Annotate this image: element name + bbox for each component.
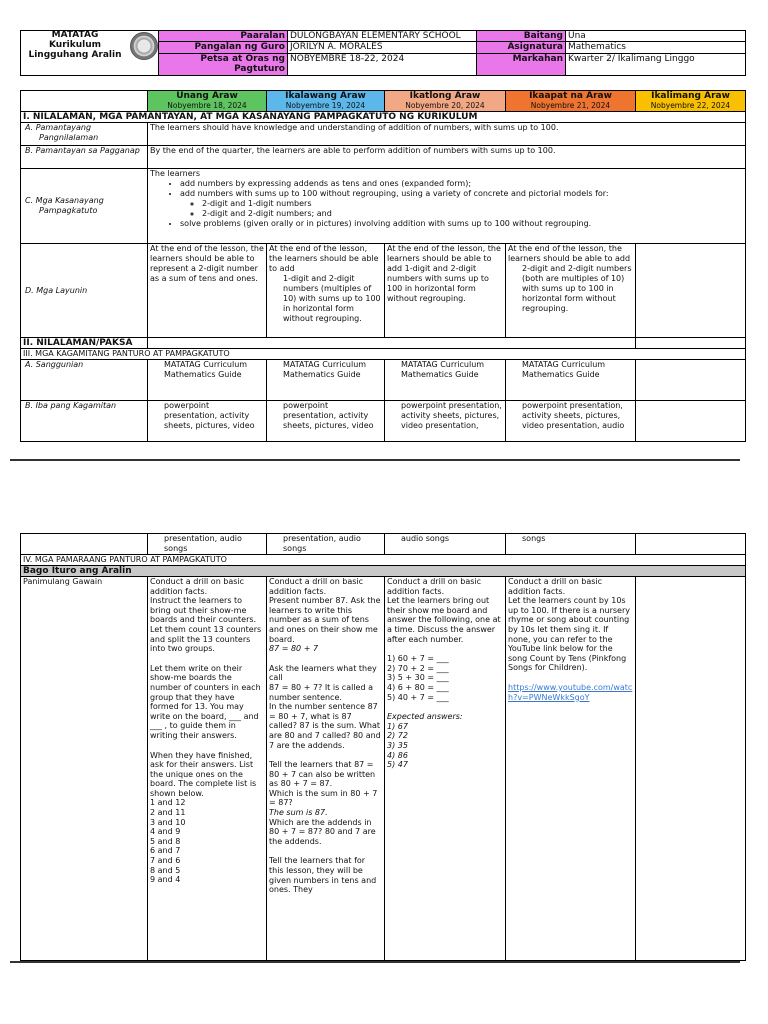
kasanayan-text: The learners • add numbers by expressing addends as tens and ones (expanded form); • add numbers with sums up to 100 without regrouping, using a variety of concrete and pictorial models for: ◦ 2-digit and 1-digit numbers ◦ 2-digit and 2-digit numbers; and • solve problems (given orally or in pictures) involving addition with sums up to 100 without regrouping. (148, 169, 746, 244)
guro-label: Pangalan ng Guro (159, 42, 288, 54)
section-3-heading: III. MGA KAGAMITANG PANTURO AT PAMPAGKATUTO (21, 349, 746, 360)
cont-day5 (636, 534, 746, 555)
paaralan-value: DULONGBAYAN ELEMENTARY SCHOOL (288, 31, 477, 42)
kagamitan-label: B. Iba pang Kagamitan (21, 401, 148, 442)
panimulang-day4: Conduct a drill on basic addition facts. Let the learners count by 10s up to 100. If there is a nursery rhyme or song about counting by 10s let them sing it. If none, you can refer to the YouTube link below for the song Count by Tens (Pinkfong Songs for Children). https://www.youtube.com/watch?v=PWNeWkkSgoY (506, 577, 636, 961)
day-header-5: Ikalimang Araw Nobyembre 22, 2024 (636, 91, 746, 112)
pagganap-label: B. Pamantayan sa Pagganap (21, 146, 148, 169)
baitang-value: Una (566, 31, 746, 42)
pamantayang-label: A. Pamantayang Pangnilalaman (21, 123, 148, 146)
lesson-plan-title: MATATAG Kurikulum Lingguhang Aralin (28, 30, 122, 60)
pagganap-text: By the end of the quarter, the learners are able to perform addition of numbers with sums up to 100. (148, 146, 746, 169)
main-table-page2 (20, 533, 746, 961)
cont-day3: audio songs (385, 534, 506, 555)
layunin-day3: At the end of the lesson, the learners should be able to add 1-digit and 2-digit numbers with sums up to 100 in horizontal form without regrouping. (385, 244, 506, 338)
cont-day1: presentation, audio songs (148, 534, 267, 555)
layunin-day2: At the end of the lesson, the learners should be able to add 1-digit and 2-digit numbers (multiples of 10) with sums up to 100 in horizontal form without regrouping. (267, 244, 385, 338)
markahan-value: Kwarter 2/ Ikalimang Linggo (566, 54, 746, 76)
day-header-4: Ikaapat na Araw Nobyembre 21, 2024 (506, 91, 636, 112)
panimulang-label: Panimulang Gawain (21, 577, 148, 961)
cont-day4: songs (506, 534, 636, 555)
day-header-2: Ikalawang Araw Nobyembre 19, 2024 (267, 91, 385, 112)
title-cell (21, 31, 159, 76)
paaralan-label: Paaralan (159, 31, 288, 42)
paksa-day5 (636, 338, 746, 349)
baitang-label: Baitang (477, 31, 566, 42)
layunin-day1: At the end of the lesson, the learners should be able to represent a 2-digit number as a sum of tens and ones. (148, 244, 267, 338)
section-1-heading: I. NILALAMAN, MGA PAMANTAYAN, AT MGA KASANAYANG PAMPAGKATUTO NG KURIKULUM (21, 112, 746, 123)
panimulang-day2: Conduct a drill on basic addition facts. Present number 87. Ask the learners to write this number as a sum of tens and ones on their show me board. 87 = 80 + 7 Ask the learners what they call 87 = 80 + 7? It is called a number sentence. In the number sentence 87 = 80 + 7, what is 87 called? 87 is the sum. What are 80 and 7 called? 80 and 7 are the addends. Tell the learners that 87 = 80 + 7 can also be written as 80 + 7 = 87. Which is the sum in 80 + 7 = 87? The sum is 87. Which are the addends in 80 + 7 = 87? 80 and 7 are the addends. Tell the learners that for this lesson, they will be given numbers in tens and ones. They (267, 577, 385, 961)
section-4-heading: IV. MGA PAMARAANG PANTURO AT PAMPAGKATUTO (21, 555, 746, 566)
kagamitan-day1: powerpoint presentation, activity sheets, pictures, video (148, 401, 267, 442)
layunin-day5 (636, 244, 746, 338)
kasanayan-label: C. Mga Kasanayang Pampagkatuto (21, 169, 148, 244)
header-table (20, 30, 746, 76)
petsa-value: NOBYEMBRE 18-22, 2024 (288, 54, 477, 76)
guro-value: JORILYN A. MORALES (288, 42, 477, 54)
page-break-line-2 (10, 961, 740, 963)
day-header-blank (21, 91, 148, 112)
pamantayang-text: The learners should have knowledge and understanding of addition of numbers, with sums up to 100. (148, 123, 746, 146)
main-table-page1 (20, 90, 746, 442)
sanggunian-label: A. Sanggunian (21, 360, 148, 401)
day-header-1: Unang Araw Nobyembre 18, 2024 (148, 91, 267, 112)
panimulang-day3: Conduct a drill on basic addition facts. Let the learners bring out their show me board and answer the following, one at a time. Discuss the answer after each number. 1) 60 + 7 = ___ 2) 70 + 2 = ___ 3) 5 + 30 = ___ 4) 6 + 80 = ___ 5) 40 + 7 = ___ Expected answers: 1) 67 2) 72 3) 35 4) 86 5) 47 (385, 577, 506, 961)
layunin-day4: At the end of the lesson, the learners should be able to add 2-digit and 2-digit numbers (both are multiples of 10) with sums up to 100 in horizontal form without regrouping. (506, 244, 636, 338)
panimulang-day5 (636, 577, 746, 961)
asignatura-label: Asignatura (477, 42, 566, 54)
sanggunian-day4: MATATAG Curriculum Mathematics Guide (506, 360, 636, 401)
kagamitan-day3: powerpoint presentation, activity sheets, pictures, video presentation, (385, 401, 506, 442)
day-header-3: Ikatlong Araw Nobyembre 20, 2024 (385, 91, 506, 112)
kagamitan-day2: powerpoint presentation, activity sheets, pictures, video (267, 401, 385, 442)
kagamitan-day5 (636, 401, 746, 442)
bago-ituro-heading: Bago Ituro ang Aralin (21, 566, 746, 577)
layunin-label: D. Mga Layunin (21, 244, 148, 338)
youtube-link[interactable]: https://www.youtube.com/watch?v=PWNeWkkSgoY (508, 682, 633, 702)
markahan-label: Markahan (477, 54, 566, 76)
section-2-heading: II. NILALAMAN/PAKSA (21, 338, 148, 349)
cont-label (21, 534, 148, 555)
paksa-value (148, 338, 636, 349)
petsa-label: Petsa at Oras ng Pagtuturo (159, 54, 288, 76)
asignatura-value: Mathematics (566, 42, 746, 54)
sanggunian-day5 (636, 360, 746, 401)
sanggunian-day1: MATATAG Curriculum Mathematics Guide (148, 360, 267, 401)
page-break-line-1 (10, 459, 740, 461)
sanggunian-day3: MATATAG Curriculum Mathematics Guide (385, 360, 506, 401)
sanggunian-day2: MATATAG Curriculum Mathematics Guide (267, 360, 385, 401)
kagamitan-day4: powerpoint presentation, activity sheets, pictures, video presentation, audio (506, 401, 636, 442)
cont-day2: presentation, audio songs (267, 534, 385, 555)
panimulang-day1: Conduct a drill on basic addition facts. Instruct the learners to bring out their show-me boards and their counters. Let them count 13 counters and split the 13 counters into two groups. Let them write on their show-me boards the number of counters in each group that they have formed for 13. You may write on the board, ___ and ___ , to guide them in writing their answers. When they have finished, ask for their answers. List the unique ones on the board. The complete list is shown below. 1 and 12 2 and 11 3 and 10 4 and 9 5 and 8 6 and 7 7 and 6 8 and 5 9 and 4 (148, 577, 267, 961)
